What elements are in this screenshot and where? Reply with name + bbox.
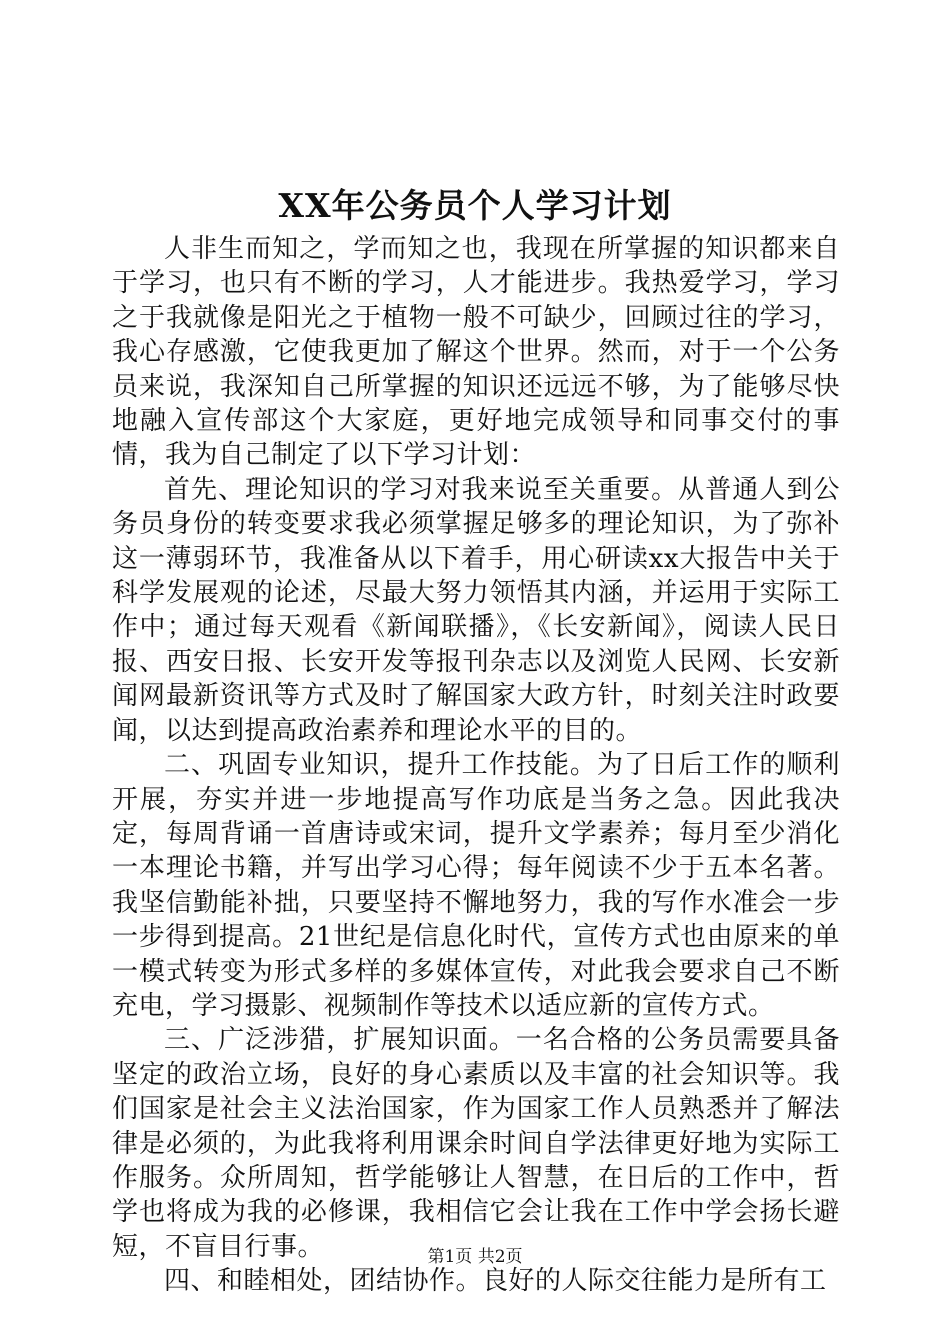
document-title: XX年公务员个人学习计划 (278, 186, 672, 225)
paragraph-teamwork: 四、和睦相处，团结协作。良好的人际交往能力是所有工 (164, 1266, 827, 1297)
paragraph-broad-knowledge: 三、广泛涉猎，扩展知识面。一名合格的公务员需要具备坚定的政治立场，良好的身心素质以及丰富的社会知识等。我们国家是社会主义法治国家，作为国家工作人员熟悉并了解法律是必须的，为此我将利用课余时间自学法律更好地为实际工作服务。众所周知，哲学能够让人智慧，在日后的工作中，哲学也将成为我的必修课，我相信它会让我在工作中学会扬长避短，不盲目行事。 (112, 1025, 840, 1262)
page-footer: 第1页 共2页 (427, 1247, 523, 1267)
document-body (112, 232, 840, 1299)
paragraph-theory-study: 首先、理论知识的学习对我来说至关重要。从普通人到公务员身份的转变要求我必须掌握足够多的理论知识，为了弥补这一薄弱环节，我准备从以下着手，用心研读xx大报告中关于科学发展观的论述，尽最大努力领悟其内涵，并运用于实际工作中；通过每天观看《新闻联播》，《长安新闻》，阅读人民日报、西安日报、长安开发等报刊杂志以及浏览人民网、长安新闻网最新资讯等方式及时了解国家大政方针，时刻关注时政要闻，以达到提高政治素养和理论水平的目的。 (112, 474, 840, 746)
paragraph-intro: 人非生而知之，学而知之也，我现在所掌握的知识都来自于学习，也只有不断的学习，人才能进步。我热爱学习，学习之于我就像是阳光之于植物一般不可缺少，回顾过往的学习，我心存感激，它使我更加了解这个世界。然而，对于一个公务员来说，我深知自己所掌握的知识还远远不够，为了能够尽快地融入宣传部这个大家庭，更好地完成领导和同事交付的事情，我为自己制定了以下学习计划： (112, 234, 840, 471)
paragraph-professional-skills: 二、巩固专业知识，提升工作技能。为了日后工作的顺利开展，夯实并进一步地提高写作功底是当务之急。因此我决定，每周背诵一首唐诗或宋词，提升文学素养；每月至少消化一本理论书籍，并写出学习心得；每年阅读不少于五本名著。我坚信勤能补拙，只要坚持不懈地努力，我的写作水准会一步一步得到提高。21世纪是信息化时代，宣传方式也由原来的单一模式转变为形式多样的多媒体宣传，对此我会要求自己不断充电，学习摄影、视频制作等技术以适应新的宣传方式。 (112, 750, 840, 1021)
